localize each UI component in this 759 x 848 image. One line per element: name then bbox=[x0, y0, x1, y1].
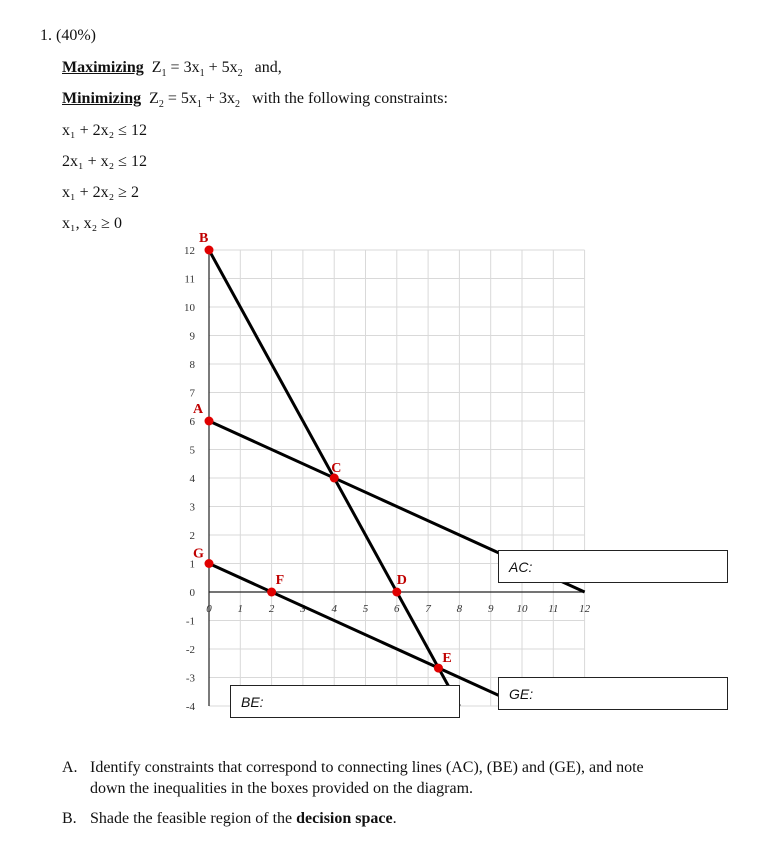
y-tick-label: 9 bbox=[189, 330, 195, 343]
x-tick-label: 7 bbox=[425, 603, 431, 615]
minimizing-label: Minimizing bbox=[62, 90, 142, 107]
point-label-a: A bbox=[193, 402, 204, 417]
maximizing-label: Maximizing bbox=[62, 59, 144, 76]
y-tick-label: 10 bbox=[184, 302, 195, 314]
x-tick-label: 11 bbox=[548, 603, 559, 615]
be-answer-box[interactable] bbox=[230, 685, 460, 718]
z1-tail: and, bbox=[242, 59, 282, 76]
point-label-e: E bbox=[442, 651, 452, 667]
y-tick-label: 1 bbox=[189, 558, 195, 571]
z2-symbol: Z bbox=[149, 90, 159, 107]
z1-rhs-a: = 3x bbox=[166, 59, 200, 76]
constraint-2: 2x₁ + x₂ ≤ 12 bbox=[62, 153, 147, 170]
x-tick-label: 3 bbox=[300, 603, 306, 615]
constraint-4: x₁, x₂ ≥ 0 bbox=[62, 215, 122, 232]
y-tick-label: 7 bbox=[189, 387, 195, 400]
y-tick-label: 0 bbox=[189, 587, 195, 599]
x-tick-label: 12 bbox=[579, 603, 591, 615]
x-tick-label: 2 bbox=[268, 603, 275, 615]
question-weight: (40%) bbox=[56, 27, 96, 44]
z2-rhs-b: + 3x bbox=[201, 90, 235, 107]
x-tick-label: 6 bbox=[394, 603, 400, 615]
task-b-text bbox=[90, 808, 752, 829]
x-tick-label: 8 bbox=[456, 603, 463, 615]
task-b-letter: B. bbox=[62, 810, 77, 827]
y-tick-label: -3 bbox=[185, 672, 195, 685]
be-box-label: BE: bbox=[241, 694, 264, 710]
z2-tail: with the following constraints: bbox=[239, 90, 448, 107]
y-tick-label: 12 bbox=[184, 245, 195, 257]
z1-symbol: Z bbox=[151, 59, 162, 76]
point-a bbox=[205, 417, 214, 426]
point-label-b: B bbox=[199, 231, 209, 246]
x-tick-label: 4 bbox=[331, 603, 337, 615]
task-a bbox=[62, 757, 752, 799]
task-a-line2: down the inequalities in the boxes provided on the diagram. bbox=[90, 780, 474, 797]
point-label-g: G bbox=[193, 546, 204, 562]
point-label-c: C bbox=[331, 461, 342, 476]
y-tick-label: -4 bbox=[185, 701, 195, 713]
task-a-letter: A. bbox=[62, 759, 78, 776]
grid bbox=[209, 250, 585, 706]
x-tick-label: 0 bbox=[206, 603, 212, 615]
task-a-line1: Identify constraints that correspond to connecting lines (AC), (BE) and (GE), and note bbox=[90, 759, 644, 776]
ge-box-label: GE: bbox=[509, 686, 534, 702]
x-tick-label: 5 bbox=[362, 603, 369, 615]
y-tick-label: 3 bbox=[189, 501, 195, 514]
x-tick-label: 9 bbox=[487, 603, 494, 615]
ac-answer-box[interactable] bbox=[498, 550, 728, 583]
y-tick-label: 6 bbox=[189, 416, 195, 428]
z1-subscript: 1 bbox=[161, 68, 167, 80]
y-tick-label: -1 bbox=[185, 615, 195, 628]
task-b-post: . bbox=[392, 810, 397, 827]
x-tick-label: 10 bbox=[516, 603, 528, 615]
z2-sub-b: 2 bbox=[234, 99, 240, 111]
point-f bbox=[267, 588, 276, 597]
z1-rhs-b: + 5x bbox=[204, 59, 238, 76]
task-b bbox=[62, 808, 752, 829]
point-b bbox=[205, 246, 214, 255]
point-label-f: F bbox=[275, 573, 285, 588]
question-number: 1. bbox=[40, 27, 52, 44]
point-g bbox=[205, 559, 214, 568]
constraint-3: x₁ + 2x₂ ≥ 2 bbox=[62, 184, 139, 201]
z2-rhs-a: = 5x bbox=[163, 90, 197, 107]
constraint-1: x₁ + 2x₂ ≤ 12 bbox=[62, 122, 147, 139]
y-tick-label: 8 bbox=[189, 359, 195, 371]
task-b-pre: Shade the feasible region of the bbox=[90, 810, 297, 827]
y-tick-label: 5 bbox=[189, 444, 195, 457]
point-d bbox=[392, 588, 401, 597]
line-ge bbox=[209, 564, 500, 697]
z2-sub-a: 1 bbox=[196, 99, 202, 111]
corner-points bbox=[193, 231, 452, 673]
ge-answer-box[interactable] bbox=[498, 677, 728, 710]
y-tick-label: 11 bbox=[184, 273, 195, 286]
y-tick-label: -2 bbox=[185, 644, 195, 656]
point-label-d: D bbox=[396, 573, 407, 588]
z2-subscript: 2 bbox=[158, 99, 164, 111]
y-tick-label: 2 bbox=[189, 530, 195, 542]
task-b-bold: decision space bbox=[296, 810, 393, 827]
z1-sub-a: 1 bbox=[199, 68, 205, 80]
ac-box-label: AC: bbox=[509, 559, 533, 575]
y-tick-label: 4 bbox=[189, 473, 195, 485]
z1-sub-b: 2 bbox=[237, 68, 243, 80]
x-tick-label: 1 bbox=[237, 603, 244, 615]
